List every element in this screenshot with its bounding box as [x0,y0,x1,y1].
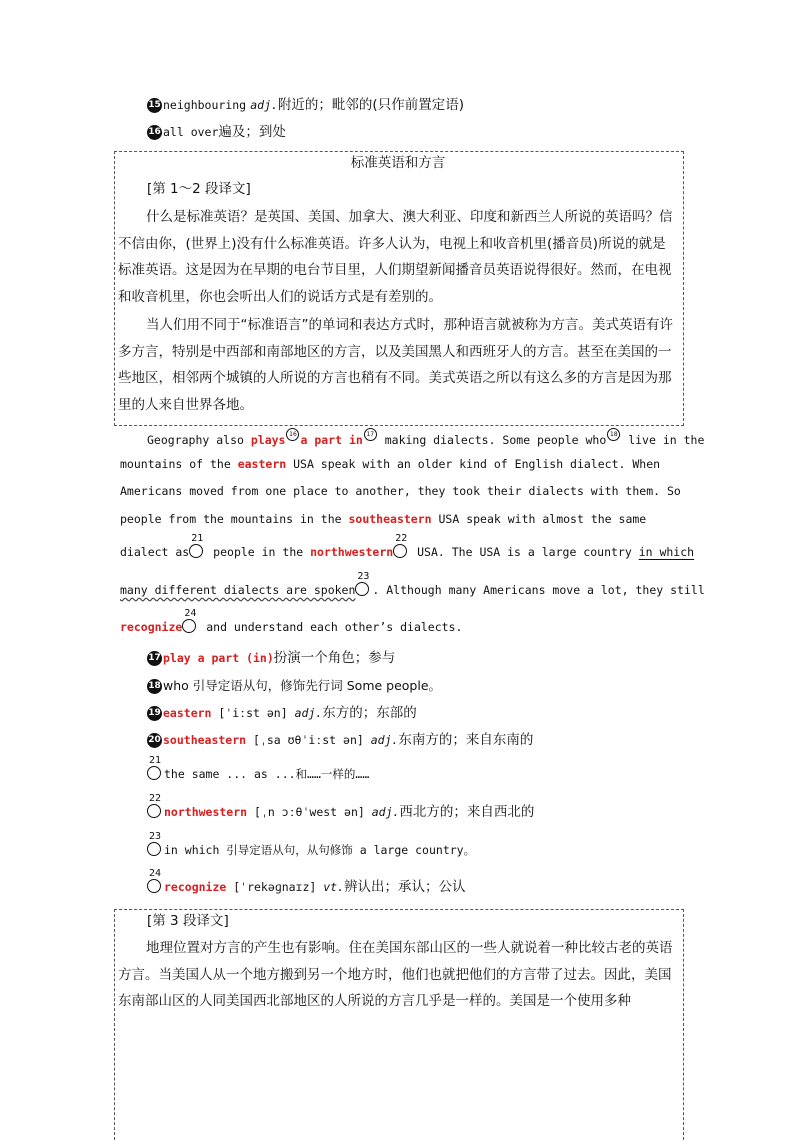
vocab-word: neighbouring [163,98,247,112]
note-17 [147,649,395,668]
note-text: 东方的；东部的 [322,705,417,721]
vocab-meaning: 遍及；到处 [218,124,286,140]
keyword-plays: plays [250,433,286,447]
marker-number: 22 [395,533,408,544]
passage-line-5 [120,533,695,561]
note-text: who 引导定语从句，修饰先行词 Some people。 [163,678,442,693]
marker-number: 23 [149,831,162,842]
wavy-underlined-clause: many different dialects are spoken [120,583,356,597]
keyword-northwestern: northwestern [310,545,394,559]
note-pos: adj. [294,706,323,720]
keyword-a-part-in: a part in [300,433,363,447]
text: people in the [206,545,311,559]
passage-line-1 [147,428,704,449]
marker: 16 [286,428,299,441]
passage-line-4 [120,510,646,528]
box-paragraph-1: 什么是标准英语？是英国、美国、加拿大、澳大利亚、印度和新西兰人所说的英语吗？信不信由你，(世界上)没有什么标准英语。许多人认为，电视上和收音机里(播音员)所说的就是标准英语。这是因为在早期的电台节目里，人们期望新闻播音员英语说得很好。然而，在电视和收音机里，你也会听出人们的说话方式是有差别的。 [118,209,673,305]
passage-line-7 [120,608,463,636]
box-label: [第 1～2 段译文] [147,181,251,197]
passage-line-2 [120,455,660,473]
marker-ring [355,571,370,596]
number-badge: 17 [147,651,162,666]
marker-ring [147,831,162,856]
note-23 [147,831,476,860]
note-pos: adj. [371,805,400,819]
note-pos: vt. [323,880,345,894]
text: USA. The USA is a large country [410,545,639,559]
box-title: 标准英语和方言 [350,155,446,171]
marker-number: 24 [149,868,162,879]
box-paragraph-2: 当人们用不同于“标准语言”的单词和表达方式时，那种语言就被称为方言。美式英语有许多方言，特别是中西部和南部地区的方言，以及美国黑人和西班牙人的方言。甚至在美国的一些地区，相邻两个城镇的人所说的方言也稍有不同。美式英语之所以有这么多的方言是因为那里的人来自世界各地。 [118,317,673,413]
note-word: northwestern [164,805,248,819]
note-22 [147,793,535,822]
text: USA speak with almost the same [431,512,647,526]
passage-line-3: Americans moved from one place to another, they took their dialects with them. So [120,484,681,498]
text: and understand each other’s dialects. [199,620,463,634]
number-badge: 18 [147,679,162,694]
passage-line-6 [120,571,705,599]
vocab-meaning: 附近的；毗邻的(只作前置定语) [277,97,464,113]
text: making dialects. Some people who [377,433,607,447]
note-word: recognize [164,880,227,894]
marker-number: 21 [191,533,204,544]
marker-ring [182,608,197,633]
box-paragraph-3: 地理位置对方言的产生也有影响。住在美国东部山区的一些人就说着一种比较古老的英语方言。当美国人从一个地方搬到另一个地方时，他们也就把他们的方言带了过去。因此，美国东南部山区的人同美国西北部地区的人所说的方言几乎是一样的。美国是一个使用多种 [118,940,673,1009]
note-pos: adj. [370,733,399,747]
keyword-recognize: recognize [120,620,183,634]
marker-number: 23 [357,571,370,582]
vocab-item-15 [147,96,464,115]
note-19 [147,704,417,723]
note-text: 西北方的；来自西北的 [399,804,535,820]
note-text: in which 引导定语从句，从句修饰 a large country。 [164,843,476,857]
number-badge: 20 [147,733,162,748]
note-text: 扮演一个角色；参与 [273,650,396,666]
text: Geography also [147,433,251,447]
marker-number: 22 [149,793,162,804]
marker-ring [147,793,162,818]
marker-number: 24 [184,608,197,619]
note-18 [147,677,441,696]
marker-ring [147,868,162,893]
text: live in the [621,433,705,447]
note-phonetic: [ˌn ɔːθˈwest ən] [247,805,372,819]
text: people from the mountains in the [120,512,349,526]
note-24 [147,868,466,897]
marker-ring [189,533,204,558]
box-label: [第 3 段译文] [147,913,229,929]
vocab-pos: adj. [250,98,278,112]
note-text: 东南方的；来自东南的 [398,732,534,748]
keyword-southeastern: southeastern [348,512,432,526]
note-word: eastern [163,706,212,720]
marker-number: 21 [149,755,162,766]
note-text: the same ... as ...和……一样的…… [164,767,370,781]
number-badge: 15 [147,98,162,113]
text: . Although many Americans move a lot, they still [372,583,705,597]
note-text: 辨认出；承认；公认 [344,879,466,895]
number-badge: 16 [147,125,162,140]
note-phonetic: [ˈrekəɡnaɪz] [226,880,324,894]
marker: 18 [607,428,620,441]
note-21 [147,755,370,784]
marker-ring [147,755,162,780]
marker: 17 [364,428,377,441]
underlined-in-which: in which [638,545,695,559]
vocab-word: all over [163,125,219,139]
note-word: southeastern [163,733,247,747]
text: dialect as [120,545,190,559]
vocab-item-16 [147,123,286,142]
note-20 [147,731,533,750]
note-word: play a part (in) [163,651,274,665]
number-badge: 19 [147,706,162,721]
note-phonetic: [ˌsa ʊθˈiːst ən] [246,733,371,747]
keyword-eastern: eastern [237,457,287,471]
note-phonetic: [ˈiːst ən] [211,706,295,720]
marker-ring [393,533,408,558]
text: mountains of the [120,457,238,471]
text: USA speak with an older kind of English dialect. When [286,457,661,471]
